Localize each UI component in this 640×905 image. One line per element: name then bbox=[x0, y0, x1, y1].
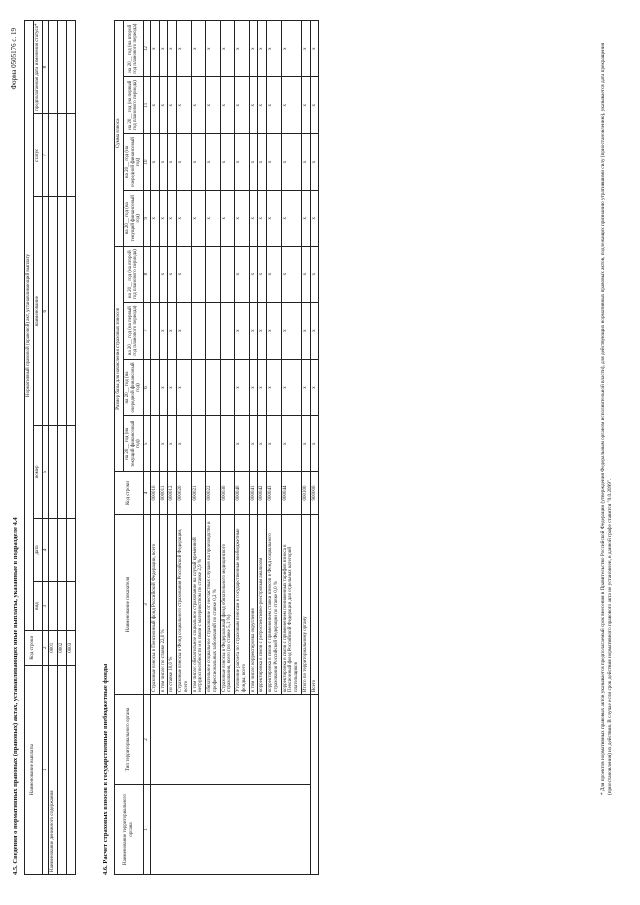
cross-mark: x bbox=[192, 47, 198, 50]
value-cell bbox=[191, 416, 206, 472]
num-cell: 10 bbox=[144, 134, 151, 191]
value-cell bbox=[177, 21, 192, 77]
indicator-label: Итого по территориальному органу bbox=[301, 515, 310, 695]
value-cell bbox=[220, 302, 235, 359]
col-due: предполагаемая дата изменения статуса* bbox=[33, 21, 42, 114]
period-col: на 20__ год (на очередной финансовый год) bbox=[123, 134, 143, 191]
cross-mark: x bbox=[282, 103, 288, 107]
cross-mark: x bbox=[169, 386, 175, 389]
num-cell: 9 bbox=[144, 191, 151, 247]
value-cell bbox=[159, 21, 168, 77]
value-cell bbox=[206, 77, 221, 134]
num-cell: 4 bbox=[42, 518, 49, 581]
cross-mark: x bbox=[160, 103, 166, 107]
indicator-label: Всего bbox=[310, 515, 319, 695]
value-cell bbox=[258, 21, 267, 77]
value-cell bbox=[220, 134, 235, 191]
row-code: 0003 bbox=[66, 631, 75, 666]
num-cell: 5 bbox=[42, 426, 49, 519]
value-cell bbox=[310, 416, 319, 472]
table-row bbox=[49, 21, 58, 875]
period-col: на 20__ год (на текущий финансовый год) bbox=[123, 191, 143, 247]
cross-mark: x bbox=[259, 217, 265, 220]
num-cell: 2 bbox=[144, 695, 151, 785]
value-cell bbox=[220, 246, 235, 302]
num-cell: 7 bbox=[144, 302, 151, 359]
value-cell bbox=[168, 134, 177, 191]
value-cell bbox=[310, 21, 319, 77]
cross-mark: x bbox=[160, 329, 166, 332]
value-cell bbox=[159, 302, 168, 359]
indicator-label: в том числе: обязательное социальное страхование на случай временной нетрудоспособности и в связи с материнством по ставке 2,9 % bbox=[191, 515, 206, 695]
value-cell bbox=[249, 359, 258, 416]
cross-mark: x bbox=[259, 160, 265, 164]
value-cell bbox=[159, 359, 168, 416]
value-cell bbox=[281, 191, 301, 247]
value-cell bbox=[159, 246, 168, 302]
cross-mark: x bbox=[282, 272, 288, 276]
value-cell bbox=[281, 21, 301, 77]
cross-mark: x bbox=[160, 442, 166, 445]
cross-mark: x bbox=[169, 47, 175, 50]
cross-mark: x bbox=[302, 442, 308, 445]
value-cell bbox=[310, 77, 319, 134]
value-cell bbox=[310, 359, 319, 416]
cross-mark: x bbox=[250, 160, 256, 164]
value-cell bbox=[281, 246, 301, 302]
value-cell bbox=[281, 416, 301, 472]
cross-mark: x bbox=[236, 103, 241, 107]
value-cell bbox=[310, 246, 319, 302]
value-cell bbox=[301, 134, 310, 191]
territory-type-cell bbox=[150, 695, 310, 785]
value-cell bbox=[310, 134, 319, 191]
col-type: вид bbox=[33, 582, 42, 631]
cross-mark: x bbox=[192, 103, 198, 107]
value-cell bbox=[267, 359, 282, 416]
value-cell bbox=[150, 21, 159, 77]
cross-mark: x bbox=[178, 217, 183, 220]
cross-mark: x bbox=[268, 442, 273, 445]
indicator-label: Страховые взносы в Фонд социального страхования Российской Федерации, всего bbox=[177, 515, 192, 695]
cross-mark: x bbox=[178, 160, 183, 164]
value-cell bbox=[177, 302, 192, 359]
value-cell bbox=[235, 302, 250, 359]
cross-mark: x bbox=[178, 103, 183, 107]
cross-mark: x bbox=[178, 47, 183, 50]
value-cell bbox=[258, 134, 267, 191]
table-row bbox=[66, 21, 75, 875]
value-cell bbox=[206, 134, 221, 191]
period-col: на 20__ год (на второй год планового периода) bbox=[123, 21, 143, 77]
value-cell bbox=[150, 134, 159, 191]
value-cell bbox=[258, 302, 267, 359]
value-cell bbox=[220, 191, 235, 247]
cross-mark: x bbox=[178, 442, 183, 445]
value-cell bbox=[191, 302, 206, 359]
cross-mark: x bbox=[311, 47, 317, 50]
num-cell: 6 bbox=[144, 359, 151, 416]
cross-mark: x bbox=[282, 386, 288, 389]
cross-mark: x bbox=[207, 47, 212, 50]
indicator-label: в том числе: по ставке 22,0 % bbox=[159, 515, 168, 695]
col-territory-type: Тип территориального органа bbox=[115, 695, 144, 785]
value-cell bbox=[168, 77, 177, 134]
period-col: на 20__ год (на первый год планового периода) bbox=[123, 77, 143, 134]
cross-mark: x bbox=[311, 442, 317, 445]
row-code: 000041 bbox=[249, 472, 258, 515]
cross-mark: x bbox=[282, 47, 288, 50]
num-cell: 1 bbox=[144, 785, 151, 875]
value-cell bbox=[168, 416, 177, 472]
num-cell: 5 bbox=[144, 416, 151, 472]
value-cell bbox=[177, 134, 192, 191]
cross-mark: x bbox=[268, 329, 273, 332]
value-cell bbox=[159, 134, 168, 191]
value-cell bbox=[235, 246, 250, 302]
value-cell bbox=[301, 191, 310, 247]
base-header: Размер базы для начисления страховых взносов bbox=[115, 246, 124, 471]
cross-mark: x bbox=[302, 329, 308, 332]
value-cell bbox=[177, 359, 192, 416]
value-cell bbox=[235, 416, 250, 472]
value-cell bbox=[235, 21, 250, 77]
value-cell bbox=[168, 359, 177, 416]
num-cell: 8 bbox=[42, 21, 49, 114]
section-45-title: 4.5. Сведения о нормативных правовых (правовых) актах, устанавливающих иные выплаты, указанные в подразделе 4.4 bbox=[12, 517, 19, 875]
cross-mark: x bbox=[178, 386, 183, 389]
value-cell bbox=[267, 416, 282, 472]
value-cell bbox=[177, 246, 192, 302]
value-cell bbox=[281, 359, 301, 416]
value-cell bbox=[220, 359, 235, 416]
value-cell bbox=[191, 246, 206, 302]
cross-mark: x bbox=[178, 272, 183, 276]
cross-mark: x bbox=[268, 272, 273, 276]
cross-mark: x bbox=[160, 160, 166, 164]
table-row bbox=[58, 21, 67, 875]
territory-cell bbox=[150, 785, 310, 875]
indicator-label: корректировка в связи с применением ставки взносов в Фонд социального страхования Российской Федерации по ставке 0,0 % bbox=[267, 515, 282, 695]
cross-mark: x bbox=[250, 272, 256, 276]
cross-mark: x bbox=[160, 386, 166, 389]
value-cell bbox=[301, 359, 310, 416]
section-46-title: 4.6. Расчет страховых взносов в государственные внебюджетные фонды bbox=[102, 663, 109, 875]
value-cell bbox=[258, 359, 267, 416]
value-cell bbox=[150, 77, 159, 134]
indicator-label: корректировка в связи с ретроспективно-реестровым анализом bbox=[258, 515, 267, 695]
cross-mark: x bbox=[207, 103, 212, 107]
value-cell bbox=[150, 191, 159, 247]
col-title: наименование bbox=[33, 197, 42, 426]
cross-mark: x bbox=[282, 160, 288, 164]
value-cell bbox=[235, 191, 250, 247]
num-cell: 3 bbox=[42, 582, 49, 631]
cross-mark: x bbox=[151, 217, 157, 220]
period-col: на 20__ год (на очередной финансовый год) bbox=[123, 359, 143, 416]
cross-mark: x bbox=[169, 329, 175, 332]
cross-mark: x bbox=[192, 160, 198, 164]
row-code: 000020 bbox=[177, 472, 192, 515]
cross-mark: x bbox=[169, 160, 175, 164]
value-cell bbox=[281, 77, 301, 134]
value-cell bbox=[258, 77, 267, 134]
value-cell bbox=[159, 77, 168, 134]
indicator-label: по ставке 10,0 % bbox=[168, 515, 177, 695]
payment-name bbox=[58, 665, 67, 874]
indicator-label: Страховые взносы в Федеральный фонд обязательного медицинского страхования, всего (по ставке 5,1 %) bbox=[220, 515, 235, 695]
indicator-label: Страховые взносы в Пенсионный фонд Российской Федерации, всего bbox=[150, 515, 159, 695]
value-cell bbox=[150, 359, 159, 416]
cross-mark: x bbox=[302, 272, 308, 276]
value-cell bbox=[249, 302, 258, 359]
row-code: 900000 bbox=[310, 472, 319, 515]
cross-mark: x bbox=[250, 442, 256, 445]
cross-mark: x bbox=[221, 217, 227, 220]
value-cell bbox=[267, 246, 282, 302]
cross-mark: x bbox=[268, 217, 273, 220]
num-cell: 8 bbox=[144, 246, 151, 302]
value-cell bbox=[235, 134, 250, 191]
cross-mark: x bbox=[282, 217, 288, 220]
cross-mark: x bbox=[236, 329, 241, 332]
indicator-label: в том числе: корректировка округления bbox=[249, 515, 258, 695]
value-cell bbox=[249, 21, 258, 77]
section-46-table bbox=[114, 20, 319, 875]
num-cell: 6 bbox=[42, 197, 49, 426]
row-code: 000021 bbox=[191, 472, 206, 515]
value-cell bbox=[206, 246, 221, 302]
value-cell bbox=[258, 191, 267, 247]
num-cell: 4 bbox=[144, 472, 151, 515]
col-code: Код строки bbox=[115, 472, 144, 515]
col-date: дата bbox=[33, 518, 42, 581]
col-payment-name: Наименование выплаты bbox=[25, 665, 43, 874]
cross-mark: x bbox=[302, 47, 308, 50]
value-cell bbox=[220, 77, 235, 134]
row-code: 0001 bbox=[49, 631, 58, 666]
value-cell bbox=[249, 416, 258, 472]
col-territory: Наименование территориального органа bbox=[115, 785, 144, 875]
cross-mark: x bbox=[259, 47, 265, 50]
cross-mark: x bbox=[221, 47, 227, 50]
cross-mark: x bbox=[192, 217, 198, 220]
row-code: 000030 bbox=[220, 472, 235, 515]
num-cell: 11 bbox=[144, 77, 151, 134]
row-code: 000010 bbox=[150, 472, 159, 515]
row-code: 000044 bbox=[281, 472, 301, 515]
value-cell bbox=[258, 416, 267, 472]
cross-mark: x bbox=[151, 160, 157, 164]
cross-mark: x bbox=[178, 329, 183, 332]
value-cell bbox=[249, 134, 258, 191]
value-cell bbox=[159, 191, 168, 247]
value-cell bbox=[191, 191, 206, 247]
payment-name: Наименование денежного содержания bbox=[49, 665, 58, 874]
value-cell bbox=[249, 246, 258, 302]
cross-mark: x bbox=[250, 217, 256, 220]
num-cell: 2 bbox=[42, 631, 49, 666]
cross-mark: x bbox=[282, 329, 288, 332]
value-cell bbox=[235, 77, 250, 134]
value-cell bbox=[267, 21, 282, 77]
row-code: 000022 bbox=[206, 472, 221, 515]
cross-mark: x bbox=[221, 160, 227, 164]
cross-mark: x bbox=[302, 160, 308, 164]
cross-mark: x bbox=[282, 442, 288, 445]
value-cell bbox=[267, 191, 282, 247]
value-cell bbox=[267, 134, 282, 191]
footnote: * Для проектов нормативных правовых актов указывается предполагаемый срок внесения в Правительство Российской Федерации (утверждения Федеральным органом исполнительной власти), для действующих нормативных правовых актов, подлежащих признанию утратившими силу (приостановлению), указывается дата прекращения (приостановления) их действия. В случае если срок действия нормативного правового акта не установлен, в данной графе ставится "0.0.2099". bbox=[600, 42, 613, 795]
indicator-label: корректировка в связи с применением пониженных тарифов взноса в Пенсионный фонд Российской Федерации для отдельных категорий плательщиков bbox=[281, 515, 301, 695]
col-number: номер bbox=[33, 426, 42, 519]
indicator-label: обязательное социальное страхование от несчастных случаев на производстве и профессиональных заболеваний по ставке 0,2 % bbox=[206, 515, 221, 695]
sum-header: Сумма взноса bbox=[115, 21, 124, 247]
cross-mark: x bbox=[268, 103, 273, 107]
cross-mark: x bbox=[207, 217, 212, 220]
value-cell bbox=[191, 359, 206, 416]
cross-mark: x bbox=[169, 103, 175, 107]
value-cell bbox=[168, 302, 177, 359]
value-cell bbox=[249, 191, 258, 247]
value-cell bbox=[159, 416, 168, 472]
value-cell bbox=[301, 302, 310, 359]
group-header: Нормативный правовой (правовой) акт, устанавливающий выплату bbox=[25, 21, 34, 631]
form-number: Форма 0505176 с. 19 bbox=[10, 28, 18, 90]
section-45-table bbox=[24, 20, 76, 875]
cross-mark: x bbox=[268, 47, 273, 50]
cross-mark: x bbox=[268, 160, 273, 164]
cross-mark: x bbox=[236, 160, 241, 164]
cross-mark: x bbox=[268, 386, 273, 389]
value-cell bbox=[191, 21, 206, 77]
empty-cell bbox=[310, 695, 319, 875]
cross-mark: x bbox=[311, 160, 317, 164]
value-cell bbox=[177, 77, 192, 134]
row-code: 000040 bbox=[235, 472, 250, 515]
cross-mark: x bbox=[151, 47, 157, 50]
cross-mark: x bbox=[236, 272, 241, 276]
cross-mark: x bbox=[160, 47, 166, 50]
cross-mark: x bbox=[250, 386, 256, 389]
cross-mark: x bbox=[169, 272, 175, 276]
cross-mark: x bbox=[311, 386, 317, 389]
period-col: на 20__ год (на первый год планового периода) bbox=[123, 302, 143, 359]
value-cell bbox=[168, 191, 177, 247]
value-cell bbox=[249, 77, 258, 134]
table-row bbox=[310, 21, 319, 875]
cross-mark: x bbox=[221, 103, 227, 107]
value-cell bbox=[258, 246, 267, 302]
value-cell bbox=[168, 21, 177, 77]
value-cell bbox=[301, 416, 310, 472]
row-code: 0002 bbox=[58, 631, 67, 666]
cross-mark: x bbox=[302, 217, 308, 220]
value-cell bbox=[206, 416, 221, 472]
col-indicator: Наименование показателя bbox=[115, 515, 144, 695]
cross-mark: x bbox=[302, 386, 308, 389]
period-col: на 20__ год (на текущий финансовый год) bbox=[123, 416, 143, 472]
indicator-label: Уточнение расчета по страховым взносам в государственные внебюджетные фонды, всего bbox=[235, 515, 250, 695]
num-cell: 7 bbox=[42, 114, 49, 197]
cross-mark: x bbox=[151, 103, 157, 107]
value-cell bbox=[301, 77, 310, 134]
cross-mark: x bbox=[236, 386, 241, 389]
value-cell bbox=[310, 302, 319, 359]
value-cell bbox=[206, 302, 221, 359]
col-status: статус bbox=[33, 114, 42, 197]
cross-mark: x bbox=[250, 47, 256, 50]
cross-mark: x bbox=[302, 103, 308, 107]
cross-mark: x bbox=[160, 272, 166, 276]
value-cell bbox=[267, 302, 282, 359]
cross-mark: x bbox=[160, 217, 166, 220]
value-cell bbox=[281, 302, 301, 359]
cross-mark: x bbox=[207, 160, 212, 164]
cross-mark: x bbox=[169, 217, 175, 220]
cross-mark: x bbox=[311, 217, 317, 220]
value-cell bbox=[310, 191, 319, 247]
value-cell bbox=[177, 191, 192, 247]
value-cell bbox=[220, 416, 235, 472]
num-cell: 1 bbox=[42, 665, 49, 874]
cross-mark: x bbox=[259, 386, 265, 389]
cross-mark: x bbox=[311, 103, 317, 107]
cross-mark: x bbox=[169, 442, 175, 445]
value-cell bbox=[191, 77, 206, 134]
cross-mark: x bbox=[259, 103, 265, 107]
value-cell bbox=[301, 246, 310, 302]
cross-mark: x bbox=[259, 329, 265, 332]
value-cell bbox=[267, 77, 282, 134]
value-cell bbox=[150, 246, 159, 302]
value-cell bbox=[191, 134, 206, 191]
cross-mark: x bbox=[311, 272, 317, 276]
cross-mark: x bbox=[259, 442, 265, 445]
num-cell: 12 bbox=[144, 21, 151, 77]
value-cell bbox=[206, 359, 221, 416]
value-cell bbox=[177, 416, 192, 472]
cross-mark: x bbox=[259, 272, 265, 276]
row-code: 000043 bbox=[267, 472, 282, 515]
cross-mark: x bbox=[250, 103, 256, 107]
row-code: 000042 bbox=[258, 472, 267, 515]
col-code: Код строки bbox=[25, 631, 43, 666]
value-cell bbox=[206, 191, 221, 247]
value-cell bbox=[301, 21, 310, 77]
value-cell bbox=[235, 359, 250, 416]
num-cell: 3 bbox=[144, 515, 151, 695]
value-cell bbox=[281, 134, 301, 191]
value-cell bbox=[150, 302, 159, 359]
row-code: 000011 bbox=[159, 472, 168, 515]
row-code: 000100 bbox=[301, 472, 310, 515]
cross-mark: x bbox=[250, 329, 256, 332]
cross-mark: x bbox=[236, 442, 241, 445]
value-cell bbox=[220, 21, 235, 77]
table-row bbox=[150, 21, 159, 875]
row-code: 000012 bbox=[168, 472, 177, 515]
value-cell bbox=[168, 246, 177, 302]
cross-mark: x bbox=[236, 47, 241, 50]
period-col: на 20__ год (на второй год планового периода) bbox=[123, 246, 143, 302]
cross-mark: x bbox=[236, 217, 241, 220]
value-cell bbox=[150, 416, 159, 472]
value-cell bbox=[206, 21, 221, 77]
cross-mark: x bbox=[311, 329, 317, 332]
payment-name bbox=[66, 665, 75, 874]
